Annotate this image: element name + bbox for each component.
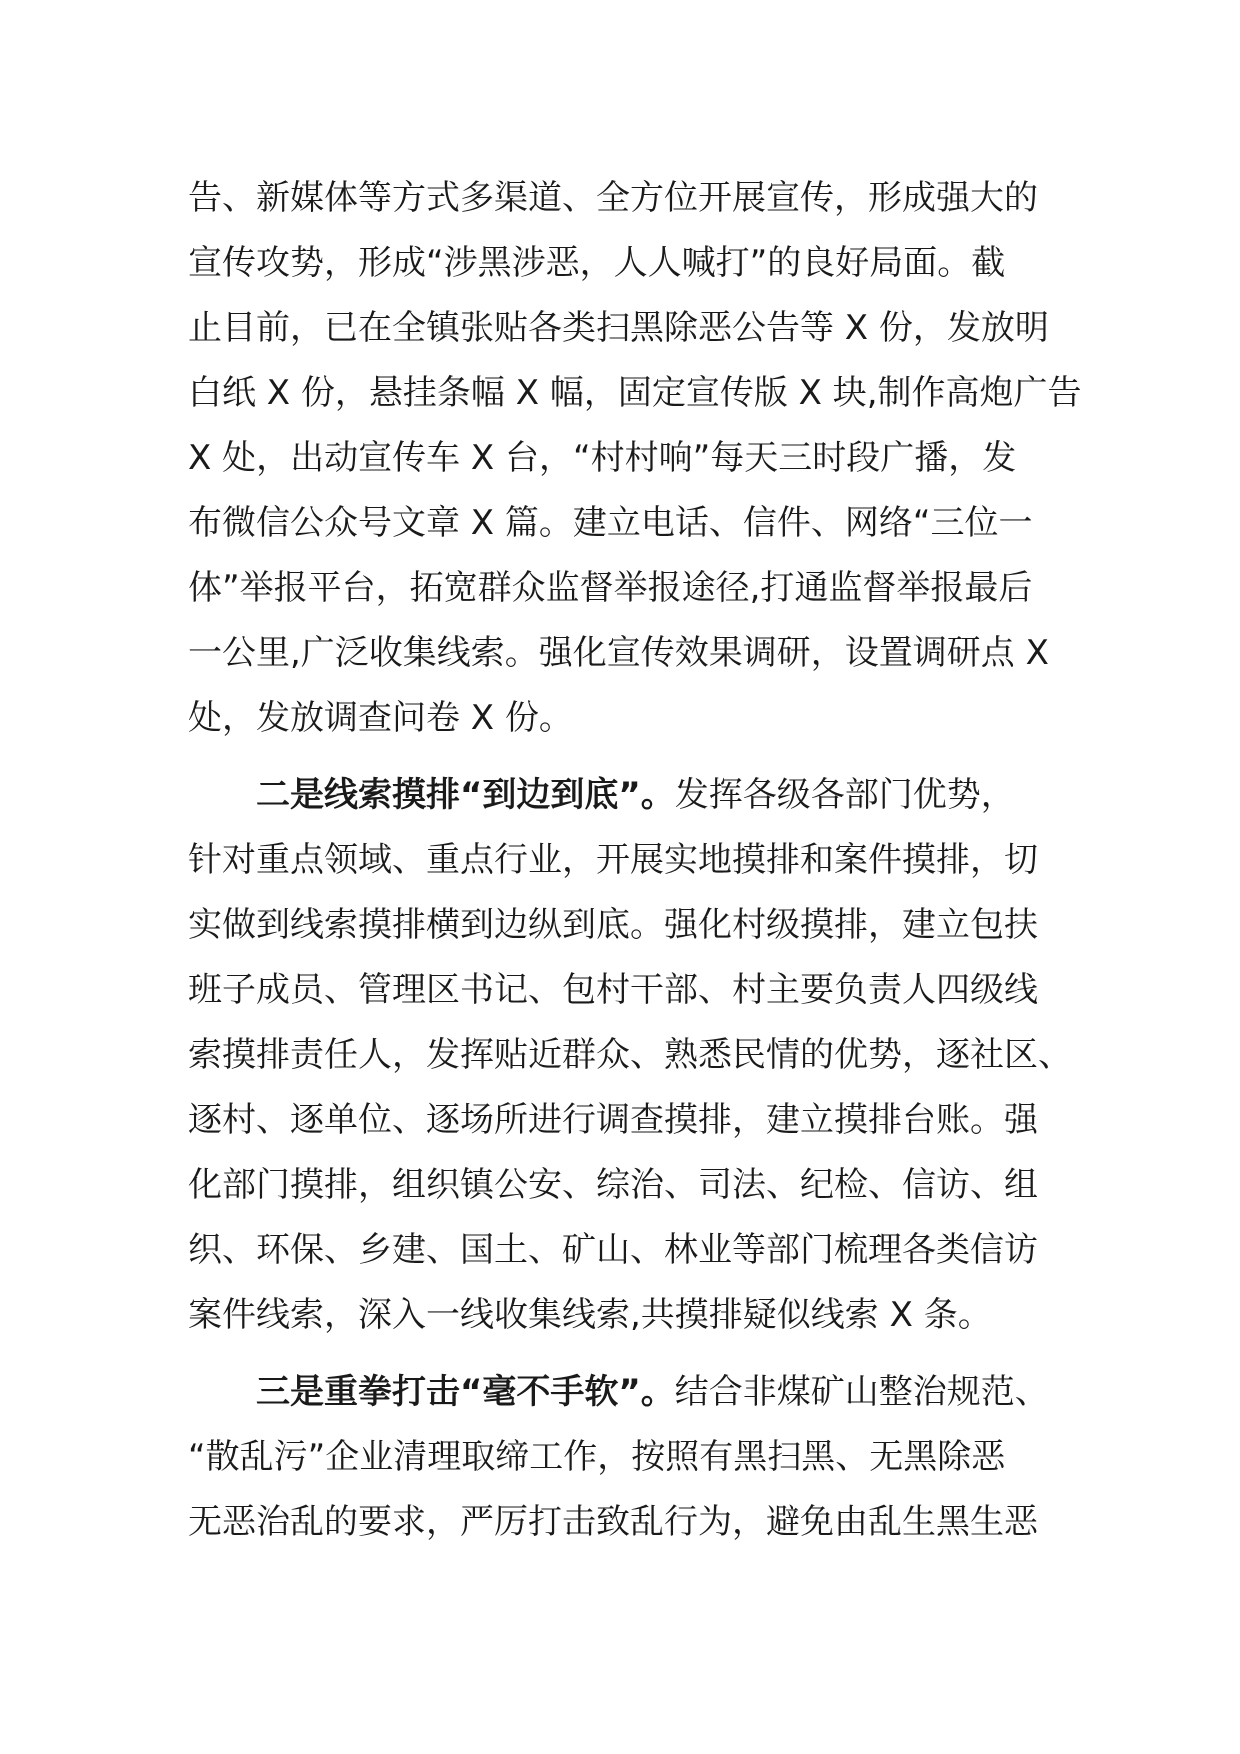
text-line: 体”举报平台，拓宽群众监督举报途径,打通监督举报最后 bbox=[188, 568, 1033, 608]
text-line: X 处，出动宣传车 X 台，“村村响”每天三时段广播，发 bbox=[188, 438, 1017, 478]
text-line: 逐村、逐单位、逐场所进行调查摸排，建立摸排台账。强 bbox=[188, 1100, 1038, 1140]
text-line: 织、环保、乡建、国土、矿山、林业等部门梳理各类信访 bbox=[188, 1230, 1038, 1270]
paragraph-first-line bbox=[188, 1360, 1068, 1425]
text-line: “散乱污”企业清理取缔工作，按照有黑扫黑、无黑除恶 bbox=[188, 1437, 1006, 1477]
paragraph-lead-text: 发挥各级各部门优势， bbox=[674, 775, 1015, 815]
paragraph-clue-investigation bbox=[188, 763, 1072, 1348]
text-line: 无恶治乱的要求，严厉打击致乱行为，避免由乱生黑生恶 bbox=[188, 1502, 1038, 1542]
text-line: 索摸排责任人，发挥贴近群众、熟悉民情的优势，逐社区、 bbox=[188, 1035, 1072, 1075]
text-line: 处，发放调查问卷 X 份。 bbox=[188, 698, 573, 738]
text-line: 实做到线索摸排横到边纵到底。强化村级摸排，建立包扶 bbox=[188, 905, 1038, 945]
text-line: 班子成员、管理区书记、包村干部、村主要负责人四级线 bbox=[188, 970, 1038, 1010]
text-line: 止目前，已在全镇张贴各类扫黑除恶公告等 X 份，发放明 bbox=[188, 308, 1049, 348]
text-line: 告、新媒体等方式多渠道、全方位开展宣传，形成强大的 bbox=[188, 178, 1038, 218]
document-body bbox=[188, 166, 1082, 1555]
text-line: 布微信公众号文章 X 篇。建立电话、信件、网络“三位一 bbox=[188, 503, 1033, 543]
paragraph-heading: 三是重拳打击“毫不手软”。 bbox=[256, 1372, 675, 1412]
text-line: 化部门摸排，组织镇公安、综治、司法、纪检、信访、组 bbox=[188, 1165, 1038, 1205]
paragraph-first-line bbox=[188, 763, 1068, 828]
paragraph-crackdown bbox=[188, 1360, 1068, 1555]
text-line: 针对重点领域、重点行业，开展实地摸排和案件摸排，切 bbox=[188, 840, 1038, 880]
paragraph-lead-text: 结合非煤矿山整治规范、 bbox=[674, 1372, 1049, 1412]
paragraph-spacing bbox=[188, 751, 1068, 763]
text-line: 案件线索，深入一线收集线索,共摸排疑似线索 X 条。 bbox=[188, 1295, 992, 1335]
paragraph-publicity bbox=[188, 166, 1082, 751]
text-line: 白纸 X 份，悬挂条幅 X 幅，固定宣传版 X 块,制作高炮广告 bbox=[188, 373, 1082, 413]
text-line: 一公里,广泛收集线索。强化宣传效果调研，设置调研点 X bbox=[188, 633, 1049, 673]
text-line: 宣传攻势，形成“涉黑涉恶，人人喊打”的良好局面。截 bbox=[188, 243, 1006, 283]
paragraph-heading: 二是线索摸排“到边到底”。 bbox=[256, 775, 675, 815]
paragraph-spacing bbox=[188, 1348, 1068, 1360]
